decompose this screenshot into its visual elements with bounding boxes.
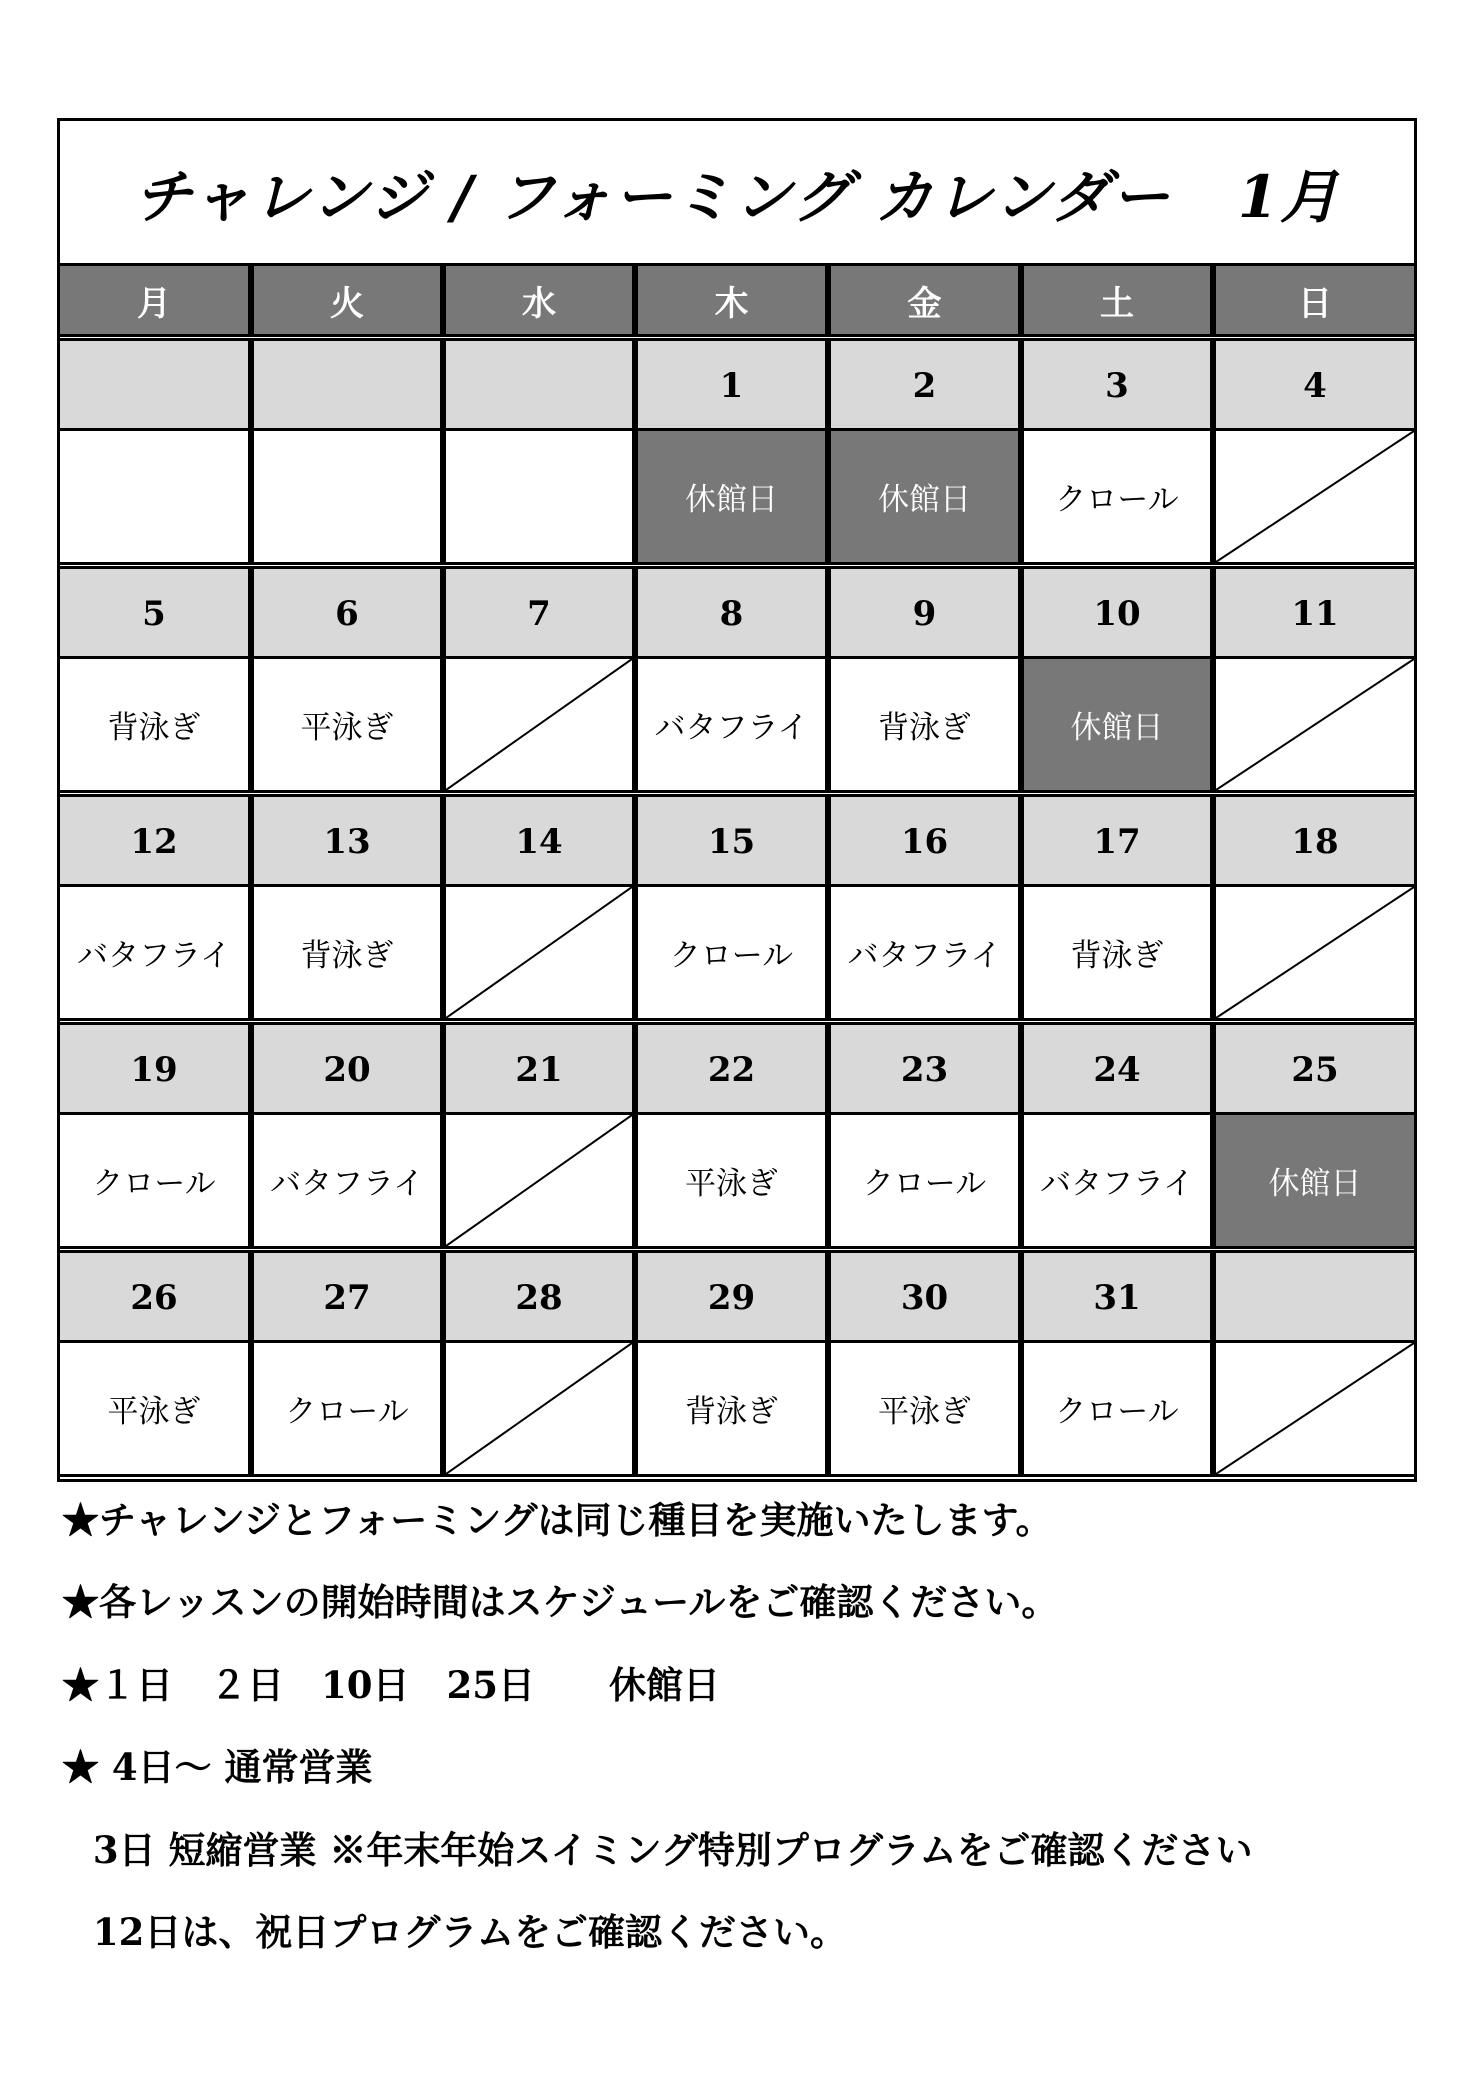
activity-cell: 平泳ぎ — [57, 1340, 251, 1477]
activity-cell: 背泳ぎ — [1021, 884, 1213, 1021]
day-number-cell: 15 — [635, 794, 828, 890]
day-number-cell: 10 — [1021, 566, 1213, 662]
day-number-cell: 21 — [443, 1022, 635, 1118]
day-number-cell: 11 — [1213, 566, 1417, 662]
note-line: 3日 短縮営業 ※年末年始スイミング特別プログラムをご確認ください — [80, 1828, 1253, 1872]
day-number-cell: 25 — [1213, 1022, 1417, 1118]
weekday-header: 水 — [443, 263, 635, 337]
slash-line — [1216, 431, 1414, 562]
diagonal-slash — [1216, 1343, 1414, 1474]
note-line: ★チャレンジとフォーミングは同じ種目を実施いたします。 — [62, 1498, 1053, 1542]
activity-cell: クロール — [828, 1112, 1021, 1249]
no-lesson-cell — [443, 884, 635, 1021]
activity-cell: バタフライ — [1021, 1112, 1213, 1249]
no-lesson-cell — [1213, 1340, 1417, 1477]
weekday-header: 木 — [635, 263, 828, 337]
no-lesson-cell — [443, 1340, 635, 1477]
activity-cell: バタフライ — [828, 884, 1021, 1021]
weekday-header: 日 — [1213, 263, 1417, 337]
activity-cell: クロール — [1021, 1340, 1213, 1477]
no-lesson-cell — [1213, 656, 1417, 793]
closed-day-cell: 休館日 — [1021, 656, 1213, 793]
day-number-cell: 17 — [1021, 794, 1213, 890]
day-number-cell: 2 — [828, 338, 1021, 434]
diagonal-slash — [1216, 659, 1414, 790]
day-number-cell: 14 — [443, 794, 635, 890]
day-number-cell: 26 — [57, 1250, 251, 1346]
weekday-header: 火 — [251, 263, 443, 337]
activity-cell: 背泳ぎ — [635, 1340, 828, 1477]
day-number-cell — [251, 338, 443, 434]
day-number-cell — [1213, 1250, 1417, 1346]
diagonal-slash — [446, 659, 632, 790]
day-number-cell: 19 — [57, 1022, 251, 1118]
day-number-cell: 18 — [1213, 794, 1417, 890]
slash-line — [1216, 887, 1414, 1018]
day-number-cell — [443, 338, 635, 434]
day-number-cell: 7 — [443, 566, 635, 662]
no-lesson-cell — [1213, 884, 1417, 1021]
day-number-cell: 13 — [251, 794, 443, 890]
diagonal-slash — [446, 1115, 632, 1246]
activity-cell: 背泳ぎ — [251, 884, 443, 1021]
activity-cell — [57, 428, 251, 565]
closed-day-cell: 休館日 — [828, 428, 1021, 565]
diagonal-slash — [446, 1343, 632, 1474]
weekday-header: 金 — [828, 263, 1021, 337]
day-number-cell: 28 — [443, 1250, 635, 1346]
day-number-cell: 12 — [57, 794, 251, 890]
day-number-cell: 3 — [1021, 338, 1213, 434]
day-number-cell: 20 — [251, 1022, 443, 1118]
day-number-cell: 23 — [828, 1022, 1021, 1118]
day-number-cell: 6 — [251, 566, 443, 662]
day-number-cell: 31 — [1021, 1250, 1213, 1346]
day-number-cell: 4 — [1213, 338, 1417, 434]
slash-line — [1216, 1343, 1414, 1474]
no-lesson-cell — [443, 656, 635, 793]
slash-line — [446, 659, 632, 790]
diagonal-slash — [1216, 887, 1414, 1018]
activity-cell: クロール — [251, 1340, 443, 1477]
day-number-cell: 8 — [635, 566, 828, 662]
note-line: 12日は、祝日プログラムをご確認ください。 — [80, 1910, 847, 1954]
activity-cell: バタフライ — [635, 656, 828, 793]
day-number-cell: 29 — [635, 1250, 828, 1346]
activity-cell: クロール — [57, 1112, 251, 1249]
slash-line — [446, 1115, 632, 1246]
day-number-cell: 27 — [251, 1250, 443, 1346]
day-number-cell: 24 — [1021, 1022, 1213, 1118]
activity-cell: クロール — [635, 884, 828, 1021]
day-number-cell — [57, 338, 251, 434]
day-number-cell: 9 — [828, 566, 1021, 662]
no-lesson-cell — [1213, 428, 1417, 565]
activity-cell: 背泳ぎ — [57, 656, 251, 793]
note-line: ★１日 ２日 10日 25日 休館日 — [62, 1663, 720, 1707]
day-number-cell: 22 — [635, 1022, 828, 1118]
activity-cell — [251, 428, 443, 565]
activity-cell: バタフライ — [251, 1112, 443, 1249]
activity-cell: 背泳ぎ — [828, 656, 1021, 793]
diagonal-slash — [446, 887, 632, 1018]
note-line: ★ 4日～ 通常営業 — [62, 1745, 373, 1789]
day-number-cell: 30 — [828, 1250, 1021, 1346]
activity-cell — [443, 428, 635, 565]
weekday-header: 土 — [1021, 263, 1213, 337]
calendar-title: チャレンジ / フォーミング カレンダー 1月 — [133, 163, 1341, 231]
slash-line — [1216, 659, 1414, 790]
day-number-cell: 5 — [57, 566, 251, 662]
activity-cell: 平泳ぎ — [635, 1112, 828, 1249]
activity-cell: バタフライ — [57, 884, 251, 1021]
activity-cell: 平泳ぎ — [251, 656, 443, 793]
day-number-cell: 1 — [635, 338, 828, 434]
closed-day-cell: 休館日 — [635, 428, 828, 565]
day-number-cell: 16 — [828, 794, 1021, 890]
activity-cell: クロール — [1021, 428, 1213, 565]
note-line: ★各レッスンの開始時間はスケジュールをご確認ください。 — [62, 1580, 1059, 1624]
closed-day-cell: 休館日 — [1213, 1112, 1417, 1249]
no-lesson-cell — [443, 1112, 635, 1249]
weekday-header: 月 — [57, 263, 251, 337]
slash-line — [446, 1343, 632, 1474]
activity-cell: 平泳ぎ — [828, 1340, 1021, 1477]
diagonal-slash — [1216, 431, 1414, 562]
slash-line — [446, 887, 632, 1018]
title-box — [60, 121, 1414, 266]
